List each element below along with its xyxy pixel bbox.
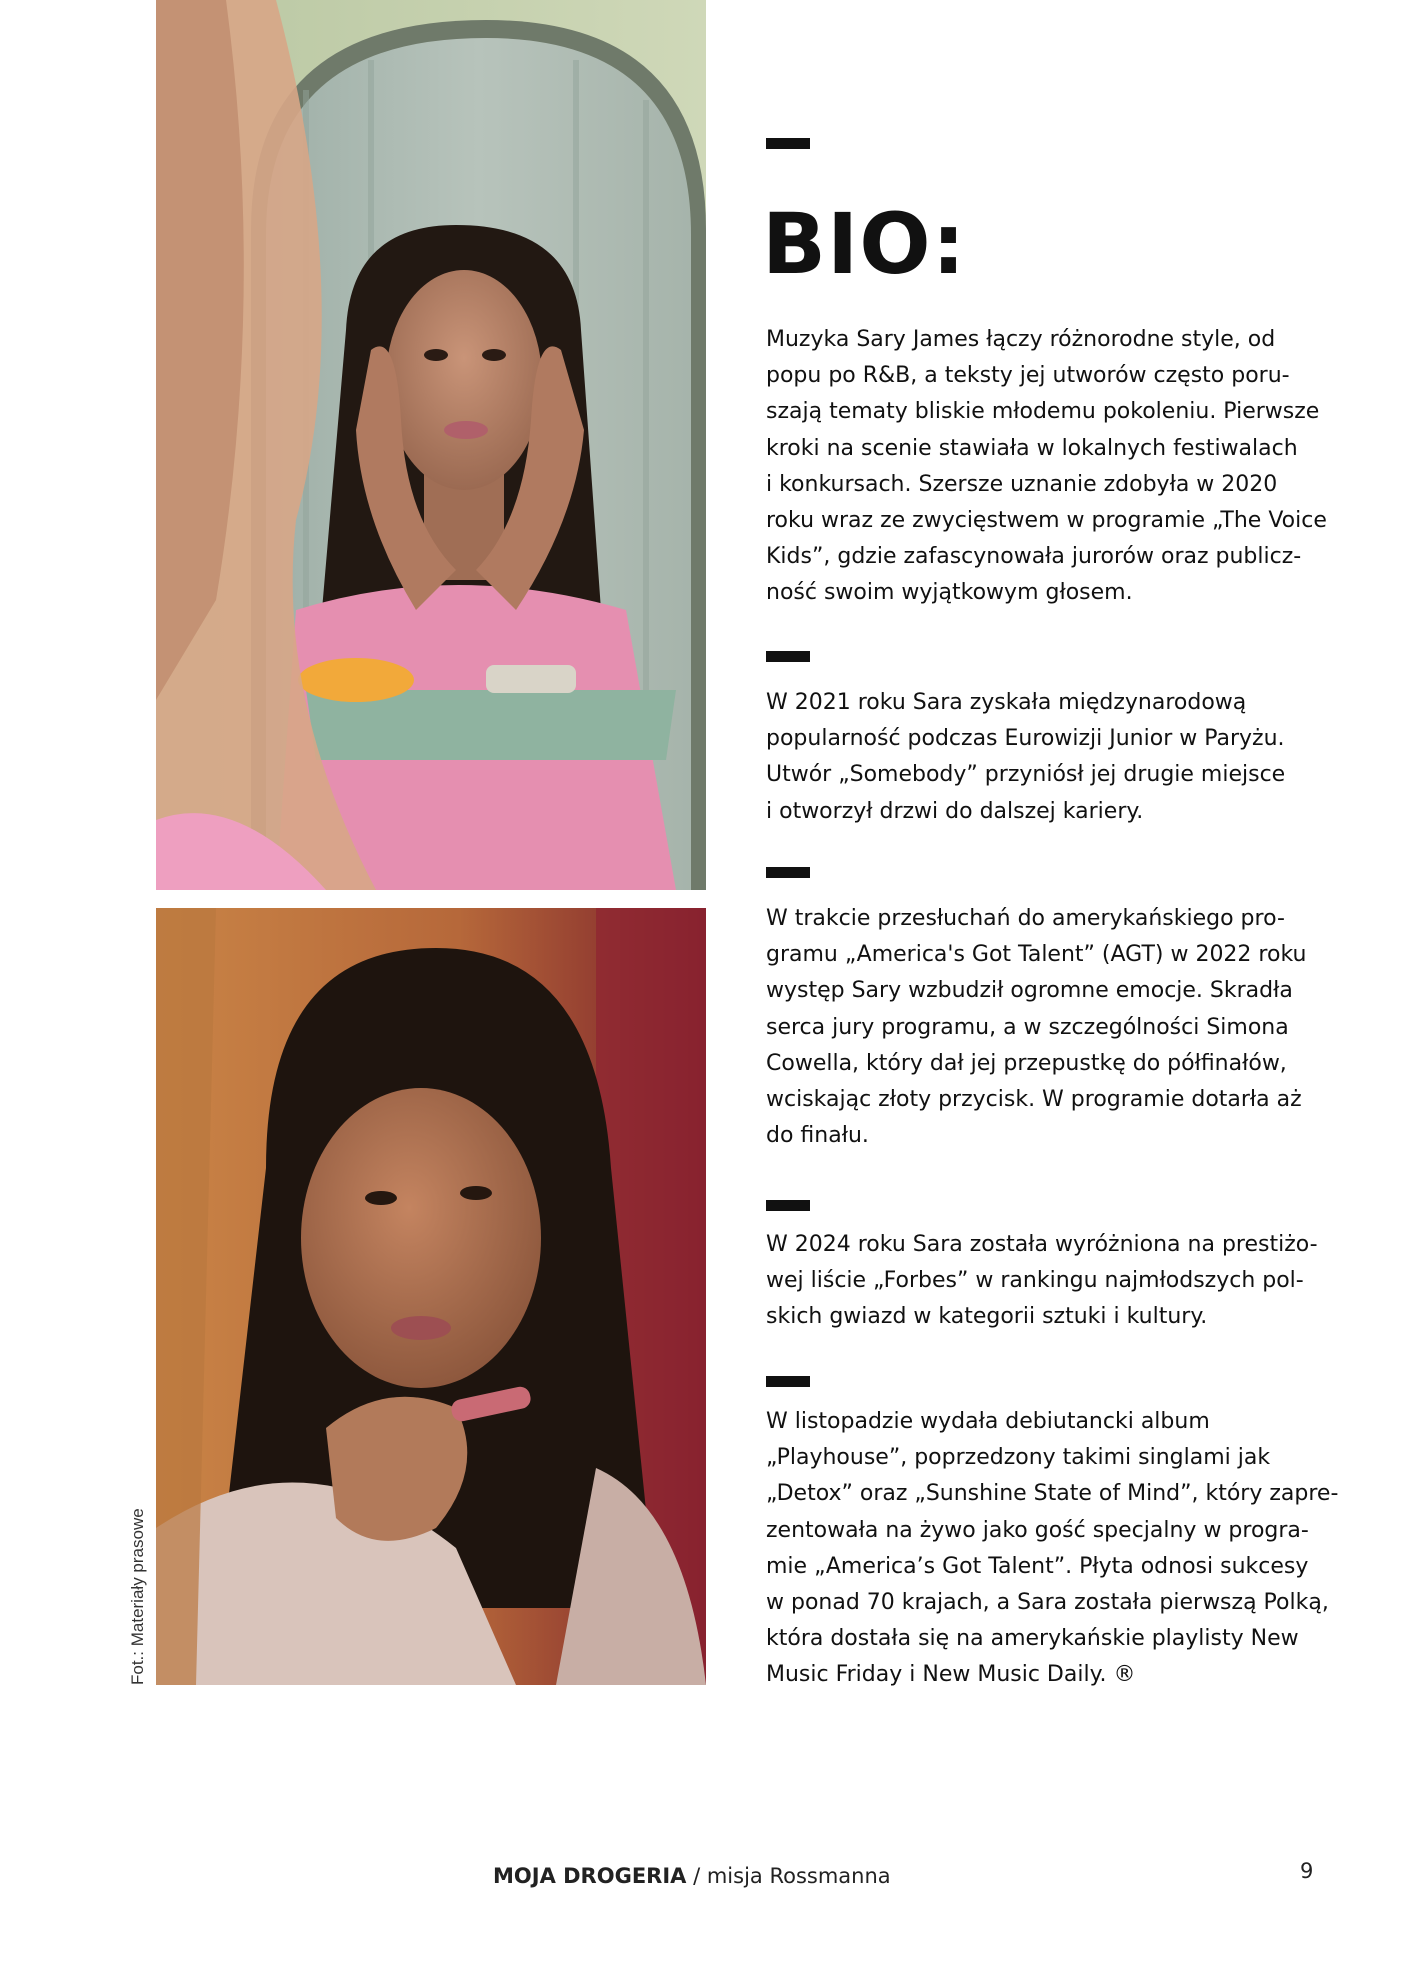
photo-lipstick-image — [156, 908, 706, 1685]
section-bar — [766, 1376, 810, 1387]
text-line: w ponad 70 krajach, a Sara została pierwszą Polką, — [766, 1590, 1329, 1616]
text-line: występ Sary wzbudził ogromne emocje. Skradła — [766, 978, 1293, 1004]
text-line: szają tematy bliskie młodemu pokoleniu. Pierwsze — [766, 399, 1320, 425]
photo-mirror-image — [156, 0, 706, 890]
text-line: Muzyka Sary James łączy różnorodne style, od — [766, 327, 1276, 352]
photo-lipstick — [156, 908, 706, 1685]
text-line: wej liście „Forbes” w rankingu najmłodszych pol- — [766, 1268, 1304, 1294]
text-line: popularność podczas Eurowizji Junior w Paryżu. — [766, 726, 1285, 752]
text-line: zentowała na żywo jako gość specjalny w progra- — [766, 1517, 1309, 1543]
bio-paragraph-3 — [766, 901, 1346, 1154]
section-bar — [766, 1200, 810, 1211]
footer-brand: MOJA DROGERIA — [493, 1864, 687, 1888]
bio-paragraph-4 — [766, 1227, 1346, 1336]
text-line: mie „America’s Got Talent”. Płyta odnosi sukcesy — [766, 1553, 1309, 1579]
footer-separator: / — [686, 1864, 707, 1888]
text-line: i otworzył drzwi do dalszej kariery. — [766, 798, 1144, 824]
bio-paragraph-2 — [766, 685, 1346, 830]
section-bar — [766, 138, 810, 149]
text-line: W 2021 roku Sara zyskała międzynarodową — [766, 690, 1247, 715]
end-mark-icon: ® — [1113, 1662, 1136, 1688]
section-bar — [766, 651, 810, 662]
page-title: BIO: — [762, 195, 967, 293]
text-line: W 2024 roku Sara została wyróżniona na prestiżo- — [766, 1232, 1318, 1257]
text-line: kroki na scenie stawiała w lokalnych festiwalach — [766, 435, 1298, 461]
text-line: W trakcie przesłuchań do amerykańskiego pro- — [766, 906, 1285, 931]
text-line: skich gwiazd w kategorii sztuki i kultury. — [766, 1304, 1208, 1330]
page-number: 9 — [1300, 1859, 1314, 1883]
text-line: popu po R&B, a teksty jej utworów często poru- — [766, 363, 1290, 389]
footer-subtitle: misja Rossmanna — [706, 1864, 891, 1888]
text-line: Kids”, gdzie zafascynowała jurorów oraz publicz- — [766, 544, 1302, 570]
photo-credit: Fot.: Materiały prasowe — [128, 1508, 147, 1685]
text-line: Cowella, który dał jej przepustkę do półfinałów, — [766, 1050, 1287, 1076]
text-line: Utwór „Somebody” przyniósł jej drugie miejsce — [766, 762, 1286, 788]
text-line: gramu „America's Got Talent” (AGT) w 2022 roku — [766, 942, 1307, 968]
footer — [493, 1864, 891, 1888]
text-line: do finału. — [766, 1123, 869, 1149]
bio-paragraph-5 — [766, 1404, 1346, 1694]
text-line: roku wraz ze zwycięstwem w programie „The Voice — [766, 508, 1327, 534]
text-line: W listopadzie wydała debiutancki album — [766, 1409, 1210, 1434]
text-line: serca jury programu, a w szczególności Simona — [766, 1014, 1289, 1040]
text-line: „Detox” oraz „Sunshine State of Mind”, który zapre- — [766, 1481, 1339, 1507]
bio-paragraph-1 — [766, 322, 1346, 612]
text-line-last — [766, 1657, 1346, 1693]
text-line: i konkursach. Szersze uznanie zdobyła w 2020 — [766, 471, 1278, 497]
text-line: Music Friday i New Music Daily. — [766, 1662, 1107, 1688]
photo-mirror — [156, 0, 706, 890]
text-line: „Playhouse”, poprzedzony takimi singlami jak — [766, 1445, 1271, 1471]
text-line: ność swoim wyjątkowym głosem. — [766, 580, 1133, 606]
text-line: która dostała się na amerykańskie playlisty New — [766, 1626, 1299, 1652]
section-bar — [766, 867, 810, 878]
text-line: wciskając złoty przycisk. W programie dotarła aż — [766, 1087, 1302, 1113]
